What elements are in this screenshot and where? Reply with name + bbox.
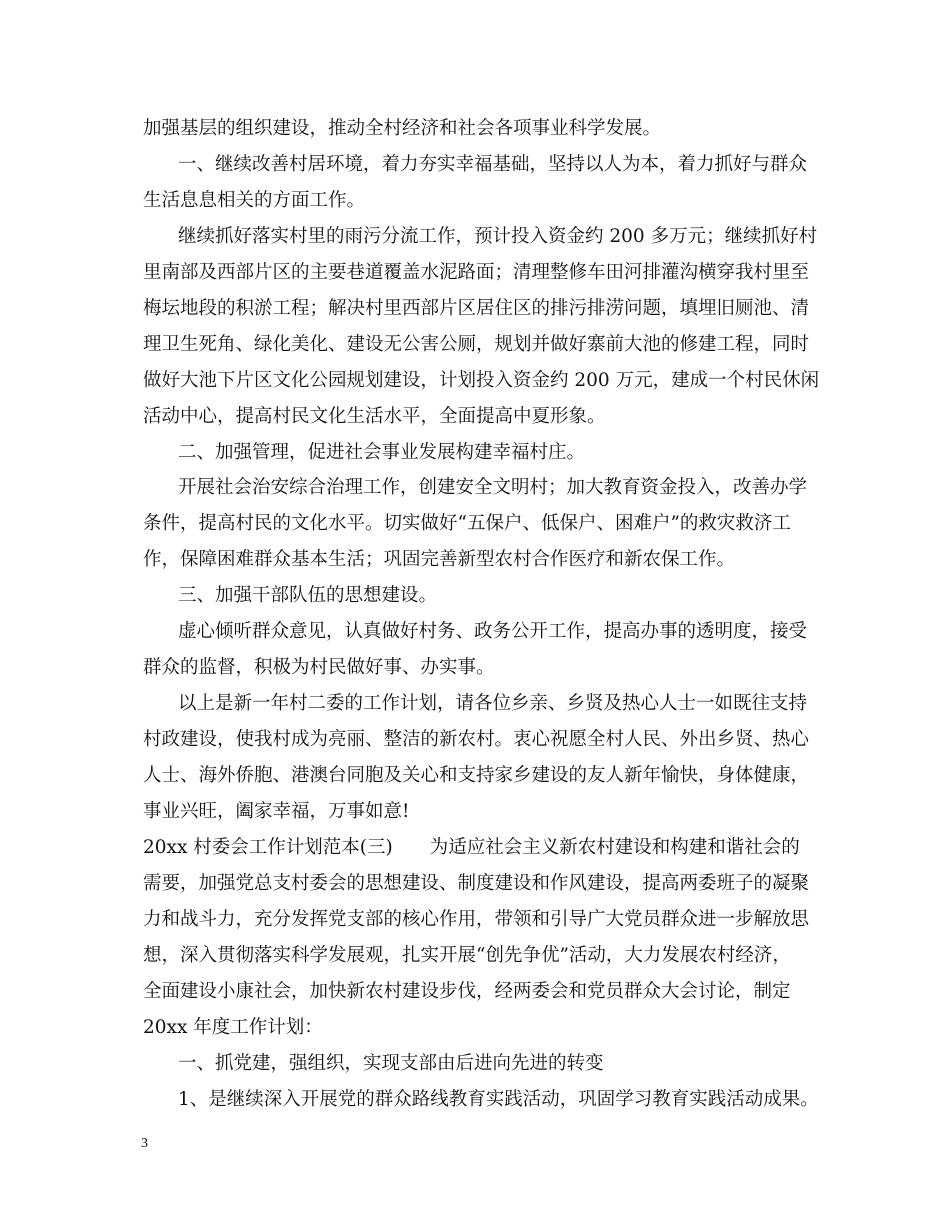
text-line: 以上是新一年村二委的工作计划，请各位乡亲、乡贤及热心人士一如既往支持	[178, 693, 808, 714]
text-line: 活动中心，提高村民文化生活水平，全面提高中夏形象。	[143, 406, 606, 427]
text-line: 需要，加强党总支村委会的思想建设、制度建设和作风建设，提高两委班子的凝聚	[143, 873, 810, 894]
text-line: 做好大池下片区文化公园规划建设，计划投入资金约 200 万元，建成一个村民休闲	[143, 370, 820, 391]
text-line: 事业兴旺，阖家幸福，万事如意!	[143, 801, 410, 822]
text-line: 村政建设，使我村成为亮丽、整洁的新农村。衷心祝愿全村人民、外出乡贤、热心	[143, 729, 810, 750]
text-line: 里南部及西部片区的主要巷道覆盖水泥路面；清理整修车田河排灌沟横穿我村里至	[143, 262, 810, 283]
text-line: 全面建设小康社会，加快新农村建设步伐，经两委会和党员群众大会讨论，制定	[143, 981, 791, 1002]
text-line: 三、加强干部队伍的思想建设。	[178, 585, 438, 606]
text-line: 开展社会治安综合治理工作，创建安全文明村；加大教育资金投入，改善办学	[178, 477, 808, 498]
text-line: 1、是继续深入开展党的群众路线教育实践活动，巩固学习教育实践活动成果。	[178, 1089, 819, 1110]
text-line: 作，保障困难群众基本生活；巩固完善新型农村合作医疗和新农保工作。	[143, 549, 736, 570]
text-line: 理卫生死角、绿化美化、建设无公害公厕，规划并做好寨前大池的修建工程，同时	[143, 334, 810, 355]
text-line: 20xx 年度工作计划：	[143, 1017, 323, 1038]
text-line: 生活息息相关的方面工作。	[143, 190, 366, 211]
text-line: 二、加强管理，促进社会事业发展构建幸福村庄。	[178, 442, 586, 463]
text-line: 群众的监督，积极为村民做好事、办实事。	[143, 657, 495, 678]
section-heading-line: 20xx 村委会工作计划范本(三) 为适应社会主义新农村建设和构建和谐社会的	[143, 837, 800, 858]
text-line: 力和战斗力，充分发挥党支部的核心作用，带领和引导广大党员群众进一步解放思	[143, 909, 810, 930]
text-line: 虚心倾听群众意见，认真做好村务、政务公开工作，提高办事的透明度，接受	[178, 621, 808, 642]
text-line: 想，深入贯彻落实科学发展观，扎实开展“创先争优”活动，大力发展农村经济，	[143, 945, 791, 966]
text-line: 一、抓党建，强组织，实现支部由后进向先进的转变	[178, 1053, 604, 1074]
text-line: 条件，提高村民的文化水平。切实做好“五保户、低保户、困难户”的救灾救济工	[143, 513, 791, 534]
text-line: 加强基层的组织建设，推动全村经济和社会各项事业科学发展。	[143, 118, 662, 139]
text-line: 一、继续改善村居环境，着力夯实幸福基础，坚持以人为本，着力抓好与群众	[178, 154, 808, 175]
text-line: 梅坛地段的积淤工程；解决村里西部片区居住区的排污排涝问题，填埋旧厕池、清	[143, 298, 810, 319]
text-line: 继续抓好落实村里的雨污分流工作，预计投入资金约 200 多万元；继续抓好村	[178, 226, 818, 247]
text-line: 人士、海外侨胞、港澳台同胞及关心和支持家乡建设的友人新年愉快，身体健康，	[143, 765, 810, 786]
page-number: 3	[141, 1136, 148, 1151]
